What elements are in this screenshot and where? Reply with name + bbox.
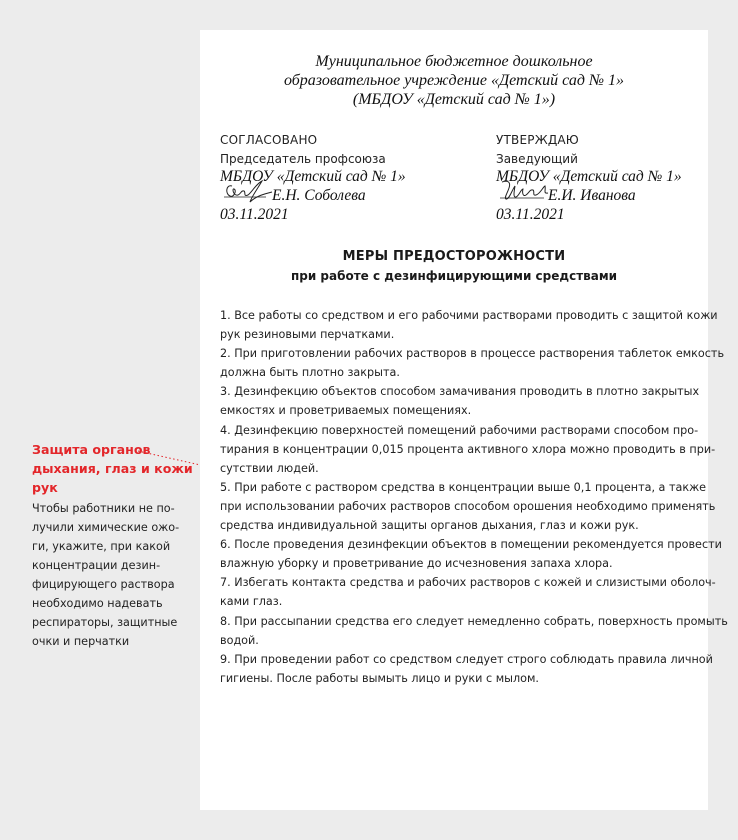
body-line: гигиены. После работы вымыть лицо и руки с мылом. xyxy=(220,671,539,685)
body-line: 2. При приготовлении рабочих растворов в процессе растворения таблеток емкость xyxy=(220,347,725,361)
document-subtitle: при работе с дезинфицирующими средствами xyxy=(290,269,618,283)
body-line: тирания в концентрации 0,015 процента активного хлора можно проводить в при- xyxy=(220,442,716,456)
approval-name: Е.Н. Соболева xyxy=(272,187,366,204)
annotation-title xyxy=(32,440,192,497)
annotation-text-line: фицирующего раствора xyxy=(32,578,175,591)
body-line: водой. xyxy=(220,633,259,647)
body-line: 5. При работе с раствором средства в концентрации выше 0,1 процента, а также xyxy=(220,480,707,494)
body-line: влажную уборку и проветривание до исчезновения запаха хлора. xyxy=(220,557,613,571)
annotation-text-line: очки и перчатки xyxy=(32,635,130,648)
document-body xyxy=(220,306,728,688)
body-line: 1. Все работы со средством и его рабочими растворами проводить с защитой кожи xyxy=(220,309,718,322)
approval-role: Председатель профсоюза xyxy=(220,152,386,166)
annotation-text-line: респираторы, защитные xyxy=(32,616,178,629)
body-line: рук резиновыми перчатками. xyxy=(220,328,395,342)
approval-caption: УТВЕРЖДАЮ xyxy=(496,133,579,147)
document-sheet xyxy=(200,30,728,810)
signature-icon xyxy=(498,178,552,206)
body-line: 4. Дезинфекцию поверхностей помещений рабочими растворами способом про- xyxy=(220,423,699,437)
approval-name: Е.И. Иванова xyxy=(548,187,636,204)
body-line: 3. Дезинфекцию объектов способом замачивания проводить в плотно закрытых xyxy=(220,385,700,399)
body-line: сутствии людей. xyxy=(220,461,319,475)
body-line: 6. После проведения дезинфекции объектов в помещении рекомендуется провести xyxy=(220,538,722,552)
organization-line: (МБДОУ «Детский сад № 1») xyxy=(352,91,556,108)
approval-block-approved xyxy=(496,132,736,224)
document-title: МЕРЫ ПРЕДОСТОРОЖНОСТИ xyxy=(342,249,566,264)
body-line: должна быть плотно закрыта. xyxy=(220,366,400,380)
approval-organization: МБДОУ «Детский сад № 1» xyxy=(496,168,682,185)
approval-date: 03.11.2021 xyxy=(220,206,289,223)
organization-header xyxy=(200,52,708,109)
annotation-text-line: необходимо надевать xyxy=(32,597,163,610)
approval-organization: МБДОУ «Детский сад № 1» xyxy=(220,168,406,185)
annotation-title-line: Защита органов xyxy=(32,442,151,457)
annotation-text xyxy=(32,499,192,651)
annotation-text-line: Чтобы работники не по- xyxy=(32,502,175,515)
body-line: средства индивидуальной защиты органов дыхания, глаз и кожи рук. xyxy=(220,519,639,533)
approval-signature-line xyxy=(496,186,736,205)
annotation-block xyxy=(32,440,192,651)
body-line: ками глаз. xyxy=(220,595,283,609)
approval-block-agreed xyxy=(220,132,460,224)
body-line: 7. Избегать контакта средства и рабочих растворов с кожей и слизистыми оболоч- xyxy=(220,576,716,590)
signature-icon xyxy=(222,178,274,206)
organization-line: образовательное учреждение «Детский сад № 1» xyxy=(283,72,625,89)
approval-role: Заведующий xyxy=(496,152,578,166)
body-line: при использовании рабочих растворов способом орошения необходимо применять xyxy=(220,499,716,513)
annotation-text-line: лучили химические ожо- xyxy=(32,521,180,534)
approval-date: 03.11.2021 xyxy=(496,206,565,223)
body-line: 9. При проведении работ со средством следует строго соблюдать правила личной xyxy=(220,652,713,666)
body-line: 8. При рассыпании средства его следует немедленно собрать, поверхность промыть xyxy=(220,614,728,628)
body-line: емкостях и проветриваемых помещениях. xyxy=(220,404,472,418)
annotation-text-line: концентрации дезин- xyxy=(32,559,161,572)
annotation-title-line: рук xyxy=(32,480,58,495)
annotation-text-line: ги, укажите, при какой xyxy=(32,540,171,553)
approval-signature-line xyxy=(220,186,460,205)
organization-line: Муниципальное бюджетное дошкольное xyxy=(315,53,593,70)
approval-caption: СОГЛАСОВАНО xyxy=(220,133,318,147)
annotation-title-line: дыхания, глаз и кожи xyxy=(32,461,193,476)
